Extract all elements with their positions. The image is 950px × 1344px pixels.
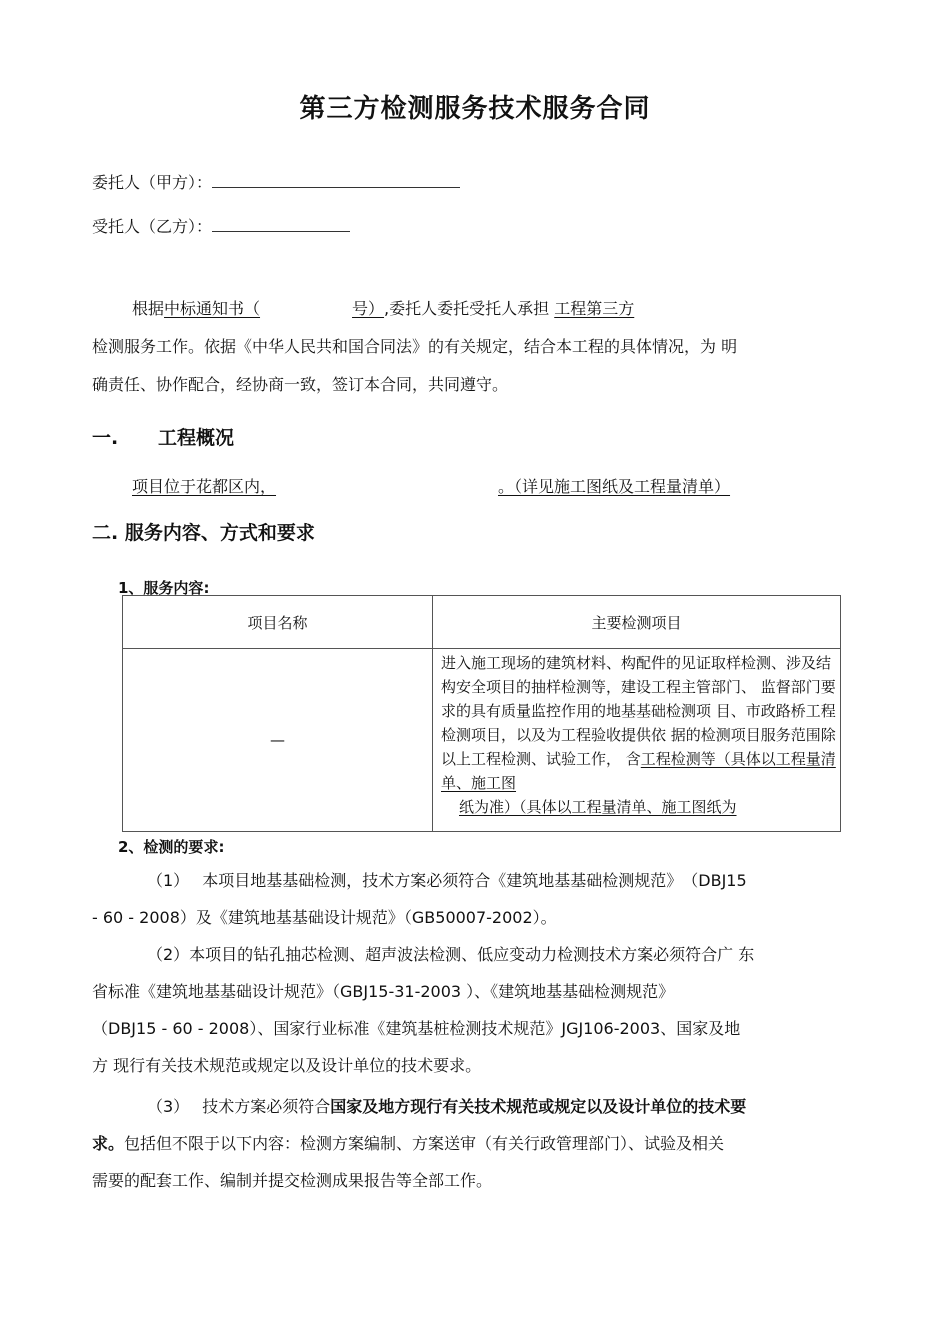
header-project-name: 项目名称	[123, 596, 433, 649]
section-2-title: 二. 服务内容、方式和要求	[92, 522, 315, 544]
test-items-overflow: 纸为准）（具体以工程量清单、施工图纸为	[459, 798, 737, 816]
notice-no-label: 号）	[352, 299, 385, 318]
req-3-text-a: （3） 技术方案必须符合	[147, 1097, 331, 1116]
req-3-text-b: 包括但不限于以下内容：检测方案编制、方案送审（有关行政管理部门）、试验及相关	[124, 1134, 725, 1153]
location-text-a: 项目位于花都区内，	[132, 477, 277, 496]
contractor-blank[interactable]	[212, 215, 350, 232]
req-3-bold-text: 国家及地方现行有关技术规范或规定以及设计单位的技术要	[330, 1097, 747, 1116]
client-blank[interactable]	[212, 171, 460, 188]
contractor-line	[92, 214, 350, 237]
cell-main-tests	[433, 649, 841, 832]
intro-line-2: 检测服务工作。依据《中华人民共和国合同法》的有关规定，结合本工程的具体情况，为 明	[92, 337, 738, 356]
req-3-line-2	[92, 1131, 724, 1154]
req-2-line-4: 方 现行有关技术规范或规定以及设计单位的技术要求。	[92, 1056, 482, 1075]
req-3-line-1	[147, 1094, 746, 1117]
intro-text-b: ,委托人委托受托人承担	[384, 299, 555, 318]
section-1-title: 工程概况	[158, 427, 235, 449]
intro-line-3: 确责任、协作配合，经协商一致，签订本合同，共同遵守。	[92, 375, 509, 394]
contractor-label: 受托人（乙方）：	[92, 217, 213, 236]
notice-number-field	[164, 299, 384, 318]
req-3-bold-end: 求。	[92, 1134, 125, 1153]
intro-text-a: 根据	[132, 299, 165, 318]
service-content-heading: 1、服务内容:	[118, 579, 210, 597]
req-3-line-3: 需要的配套工作、编制并提交检测成果报告等全部工作。	[92, 1171, 493, 1190]
client-label: 委托人（甲方）：	[92, 173, 213, 192]
client-line	[92, 170, 460, 193]
service-table	[122, 595, 841, 832]
test-items-underlined: 工程检测等（具体以工程量清单、施工图	[441, 750, 836, 792]
project-location-line	[132, 474, 730, 497]
location-text-b: 。（详见施工图纸及工程量清单）	[498, 477, 731, 496]
section-1-number: 一.	[92, 427, 119, 449]
req-2-line-1: （2）本项目的钻孔抽芯检测、超声波法检测、低应变动力检测技术方案必须符合广 东	[147, 945, 755, 964]
req-1-line-2: - 60 - 2008）及《建筑地基基础设计规范》（GB50007-2002）。	[92, 908, 557, 927]
project-scope-text: 工程第三方	[554, 299, 635, 318]
intro-line-1	[132, 296, 634, 319]
header-main-tests: 主要检测项目	[433, 596, 841, 649]
test-requirements-heading: 2、检测的要求:	[118, 838, 225, 856]
req-1-line-1: （1） 本项目地基基础检测，技术方案必须符合《建筑地基基础检测规范》 （DBJ15	[147, 871, 747, 890]
cell-project-name: —	[123, 649, 433, 832]
notice-label: 中标通知书（	[164, 299, 261, 318]
test-items-text: 进入施工现场的建筑材料、构配件的见证取样检测、涉及结构安全项目的抽样检测等，建设工程主管部门、 监督部门要求的具有质量监控作用的地基基础检测项 目、市政路桥工程检测项目，以及为工程验收提供依 据的检测项目服务范围除以上工程检测、试验工作， 含	[441, 654, 836, 768]
table-row	[123, 649, 841, 832]
table-header-row	[123, 596, 841, 649]
req-2-line-2: 省标准《建筑地基基础设计规范》（GBJ15-31-2003 ）、《建筑地基基础检测规范》	[92, 982, 675, 1001]
page-title: 第三方检测服务技术服务合同	[299, 94, 651, 124]
req-2-line-3: （DBJ15 - 60 - 2008）、国家行业标准《建筑基桩检测技术规范》JGJ106-2003、国家及地	[92, 1019, 741, 1038]
